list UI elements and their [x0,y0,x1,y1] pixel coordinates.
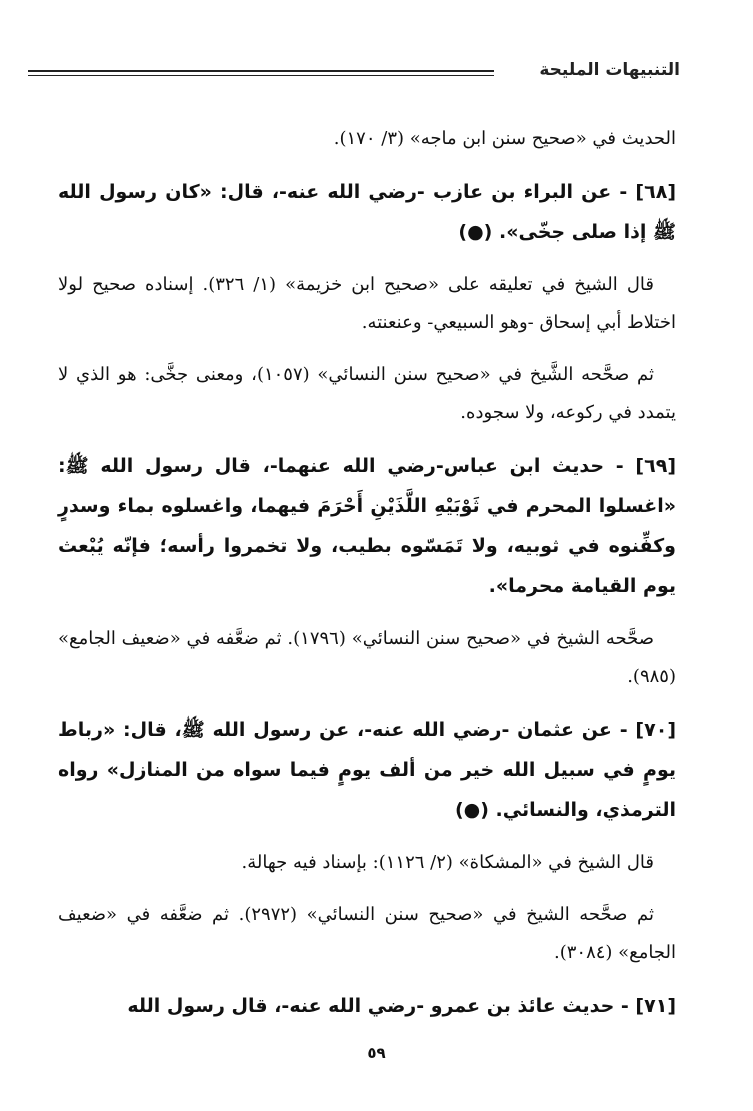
header-rule [28,70,494,76]
running-header [28,58,680,88]
hadith-71: [٧١] - حديث عائذ بن عمرو -رضي الله عنه-، قال رسول الله [127,995,676,1017]
hadith-70: [٧٠] - عن عثمان -رضي الله عنه-، عن رسول الله ﷺ، قال: «رباط يومٍ في سبيل الله خير من ألف يومٍ فيما سواه من المنازل» رواه الترمذي، والنسائي. (●) [58,719,676,821]
commentary-68-a: قال الشيخ في تعليقه على «صحيح ابن خزيمة» (١/ ٣٢٦). إسناده صحيح لولا اختلاط أبي إسحاق -وهو السبيعي- وعنعنته. [58,274,676,333]
page-number: ٥٩ [367,1044,386,1062]
paragraph-continuation: الحديث في «صحيح سنن ابن ماجه» (٣/ ١٧٠). [333,128,676,149]
commentary-68-b: ثم صحَّحه الشَّيخ في «صحيح سنن النسائي» (١٠٥٧)، ومعنى جخَّى: هو الذي لا يتمدد في ركوعه، ولا سجوده. [58,364,676,423]
commentary-70-a: قال الشيخ في «المشكاة» (٢/ ١١٢٦): بإسناد فيه جهالة. [241,852,654,873]
page-body [58,120,676,1040]
hadith-69: [٦٩] - حديث ابن عباس-رضي الله عنهما-، قال رسول الله ﷺ: «اغسلوا المحرم في ثَوْبَيْهِ اللَّذَيْنِ أَحْرَمَ فيهما، واغسلوه بماء وسدرٍ وكفِّنوه في ثوبيه، ولا تَمَسّوه بطيب، ولا تخمروا رأسه؛ فإنّه يُبْعث يوم القيامة محرما». [58,455,676,597]
commentary-70-b: ثم صحَّحه الشيخ في «صحيح سنن النسائي» (٢٩٧٢). ثم ضعَّفه في «ضعيف الجامع» (٣٠٨٤). [58,904,676,963]
hadith-68: [٦٨] - عن البراء بن عازب -رضي الله عنه-، قال: «كان رسول الله ﷺ إذا صلى جخّى». (●) [58,181,676,243]
commentary-69: صحَّحه الشيخ في «صحيح سنن النسائي» (١٧٩٦). ثم ضعَّفه في «ضعيف الجامع» (٩٨٥). [58,628,676,687]
header-title: التنبيهات المليحة [529,58,680,82]
